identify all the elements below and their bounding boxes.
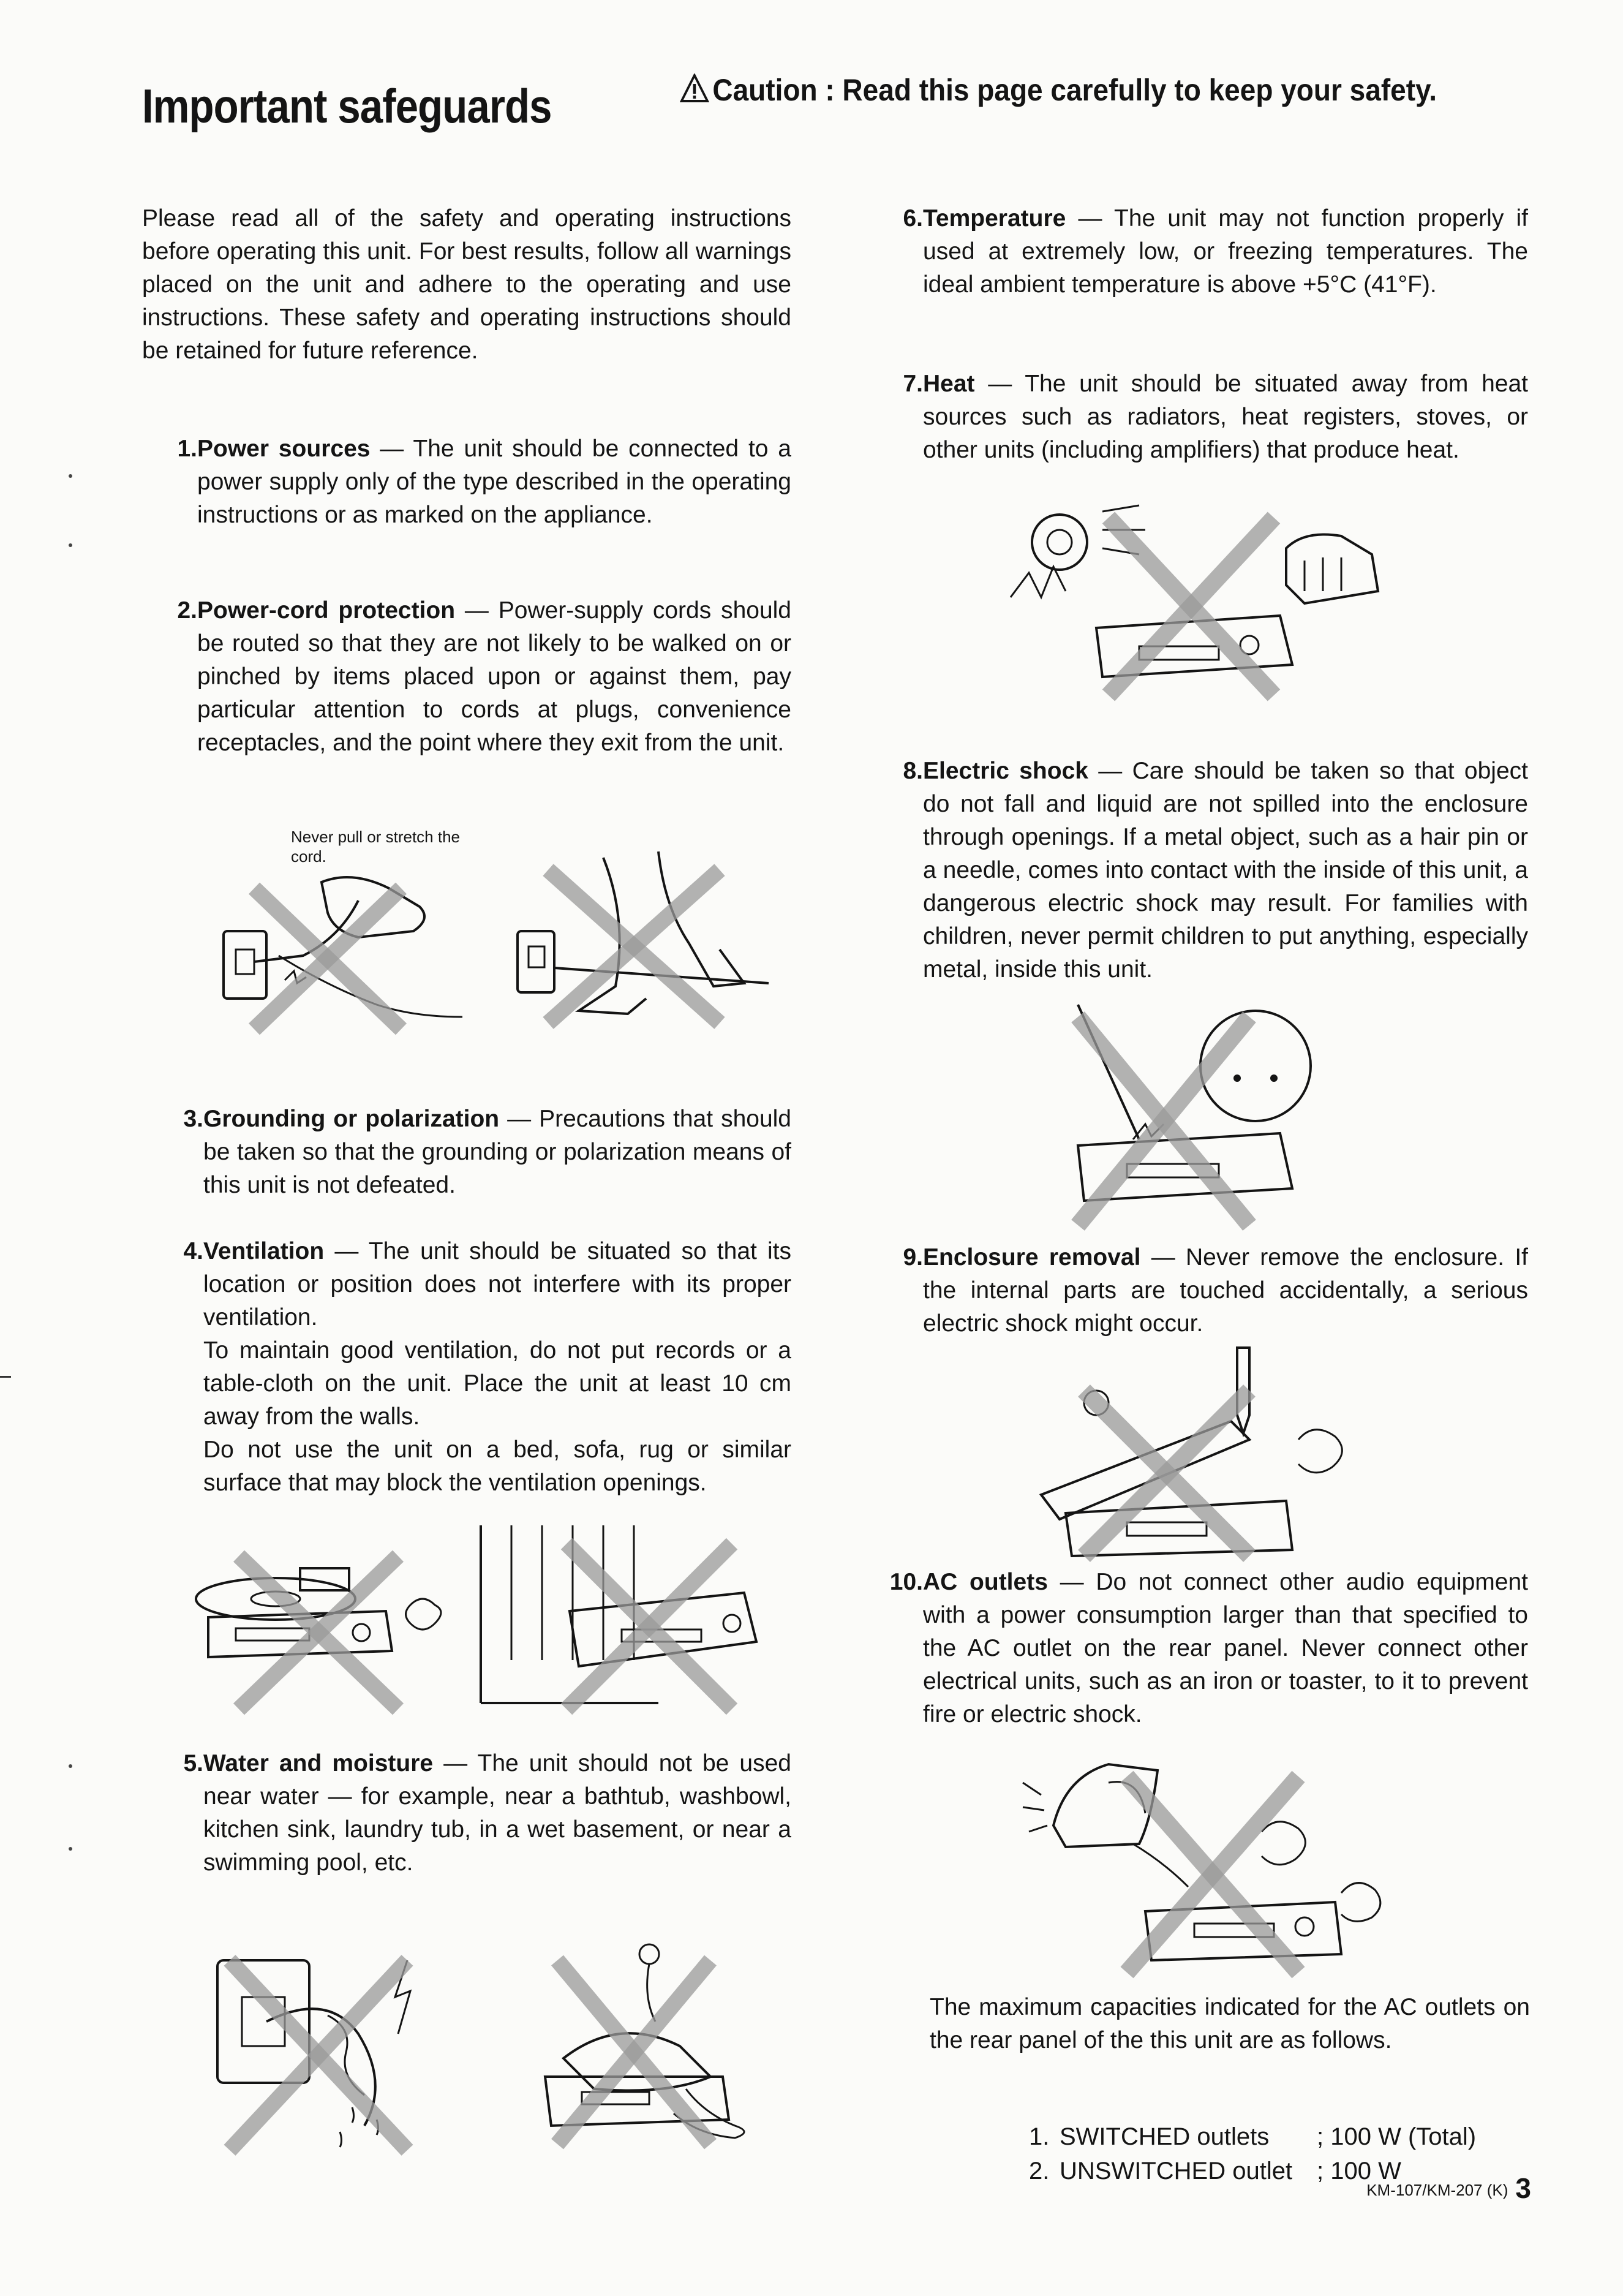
- cord-caption: Never pull or stretch the cord.: [291, 828, 461, 866]
- item-water-moisture: 5. Water and moisture — The unit should not be used near water — for example, near a bathtub, washbowl, kitchen sink, laundry tub, in a wet basement, or near a swimming pool, etc.: [183, 1750, 791, 1876]
- list-item: 2. UNSWITCHED outlet ; 100 W: [1029, 2158, 1401, 2185]
- step-on-cord-illustration: [511, 845, 775, 1029]
- page-number: 3: [1515, 2172, 1531, 2204]
- margin-mark: [69, 1764, 72, 1768]
- item-heat: 7. Heat — The unit should be situated away from heat sources such as radiators, heat registers, stoves, or other units (including amplifiers) that produce heat.: [903, 371, 1529, 463]
- intro-paragraph: Please read all of the safety and operating instructions before operating this unit. For best results, follow all warnings placed on the unit and adhere to the operating and use instructions. These safety and operating instructions should be retained for future reference.: [142, 205, 791, 364]
- item-grounding: 3. Grounding or polarization — Precautions that should be taken so that the grounding or polarization means of this unit is not defeated.: [183, 1106, 791, 1198]
- capacity-note: The maximum capacities indicated for the AC outlets on the rear panel of the this unit are as follows.: [930, 1994, 1530, 2053]
- heat-source-illustration: [986, 499, 1403, 708]
- warning-triangle-icon: [680, 74, 709, 110]
- wet-plug-illustration: [205, 1924, 450, 2162]
- margin-mark: [0, 1376, 11, 1378]
- item-ac-outlets: 10. AC outlets — Do not connect other audio equipment with a power consumption larger than that specified to the AC outlet on the rear panel. Never connect other electrical units, such as an iron or toaster, to it to prevent fire or electric shock.: [889, 1569, 1529, 1728]
- iron-outlet-illustration: [1017, 1740, 1384, 1979]
- margin-mark: [69, 543, 72, 547]
- model-number: KM-107/KM-207 (K): [1366, 2181, 1508, 2199]
- item-enclosure-removal: 9. Enclosure removal — Never remove the enclosure. If the internal parts are touched accidentally, a serious electric shock might occur.: [903, 1244, 1529, 1337]
- caution-banner: [680, 72, 1437, 110]
- child-pin-illustration: [1066, 992, 1341, 1231]
- vase-spill-illustration: [527, 1936, 772, 2156]
- page-title: Important safeguards: [142, 79, 552, 133]
- margin-mark: [69, 474, 72, 478]
- item-power-cord-protection: 2. Power-cord protection — Power-supply cords should be routed so that they are not likely to be walked on or pinched by items placed upon or against them, pay particular attention to cords at plugs, convenience receptacles, and the point where they exit from the unit.: [177, 597, 791, 756]
- item-power-sources: 1. Power sources — The unit should be connected to a power supply only of the type described in the operating instructions or as marked on the appliance.: [177, 436, 791, 528]
- item-electric-shock: 8. Electric shock — Care should be taken so that object do not fall and liquid are not spilled into the enclosure through openings. If a metal object, such as a hair pin or a needle, comes into contact with the inside of this unit, a dangerous electric shock may result. For families with children, never permit children to put anything, especially metal, inside this unit.: [903, 758, 1528, 983]
- page-footer: [1366, 2172, 1531, 2205]
- enclosure-removal-illustration: [1029, 1342, 1372, 1562]
- pull-cord-illustration: [217, 864, 487, 1035]
- caution-text: Caution : Read this page carefully to keep your safety.: [712, 73, 1437, 107]
- item-ventilation: 4. Ventilation — The unit should be situated so that its location or position does not interfere with its proper ventilation. To maintain good ventilation, do not put records or a table-cloth on the unit. Place the unit at least 10 cm away from the walls. Do not use the unit on a bed, sofa, rug or similar surface that may block the ventilation openings.: [183, 1238, 791, 1496]
- item-temperature: 6. Temperature — The unit may not function properly if used at extremely low, or freezing temperatures. The ideal ambient temperature is above +5°C (41°F).: [903, 205, 1528, 298]
- record-on-unit-illustration: [184, 1544, 453, 1715]
- unit-near-wall-illustration: [475, 1519, 818, 1715]
- list-item: 1. SWITCHED outlets ; 100 W (Total): [1029, 2123, 1477, 2150]
- margin-mark: [69, 1847, 72, 1851]
